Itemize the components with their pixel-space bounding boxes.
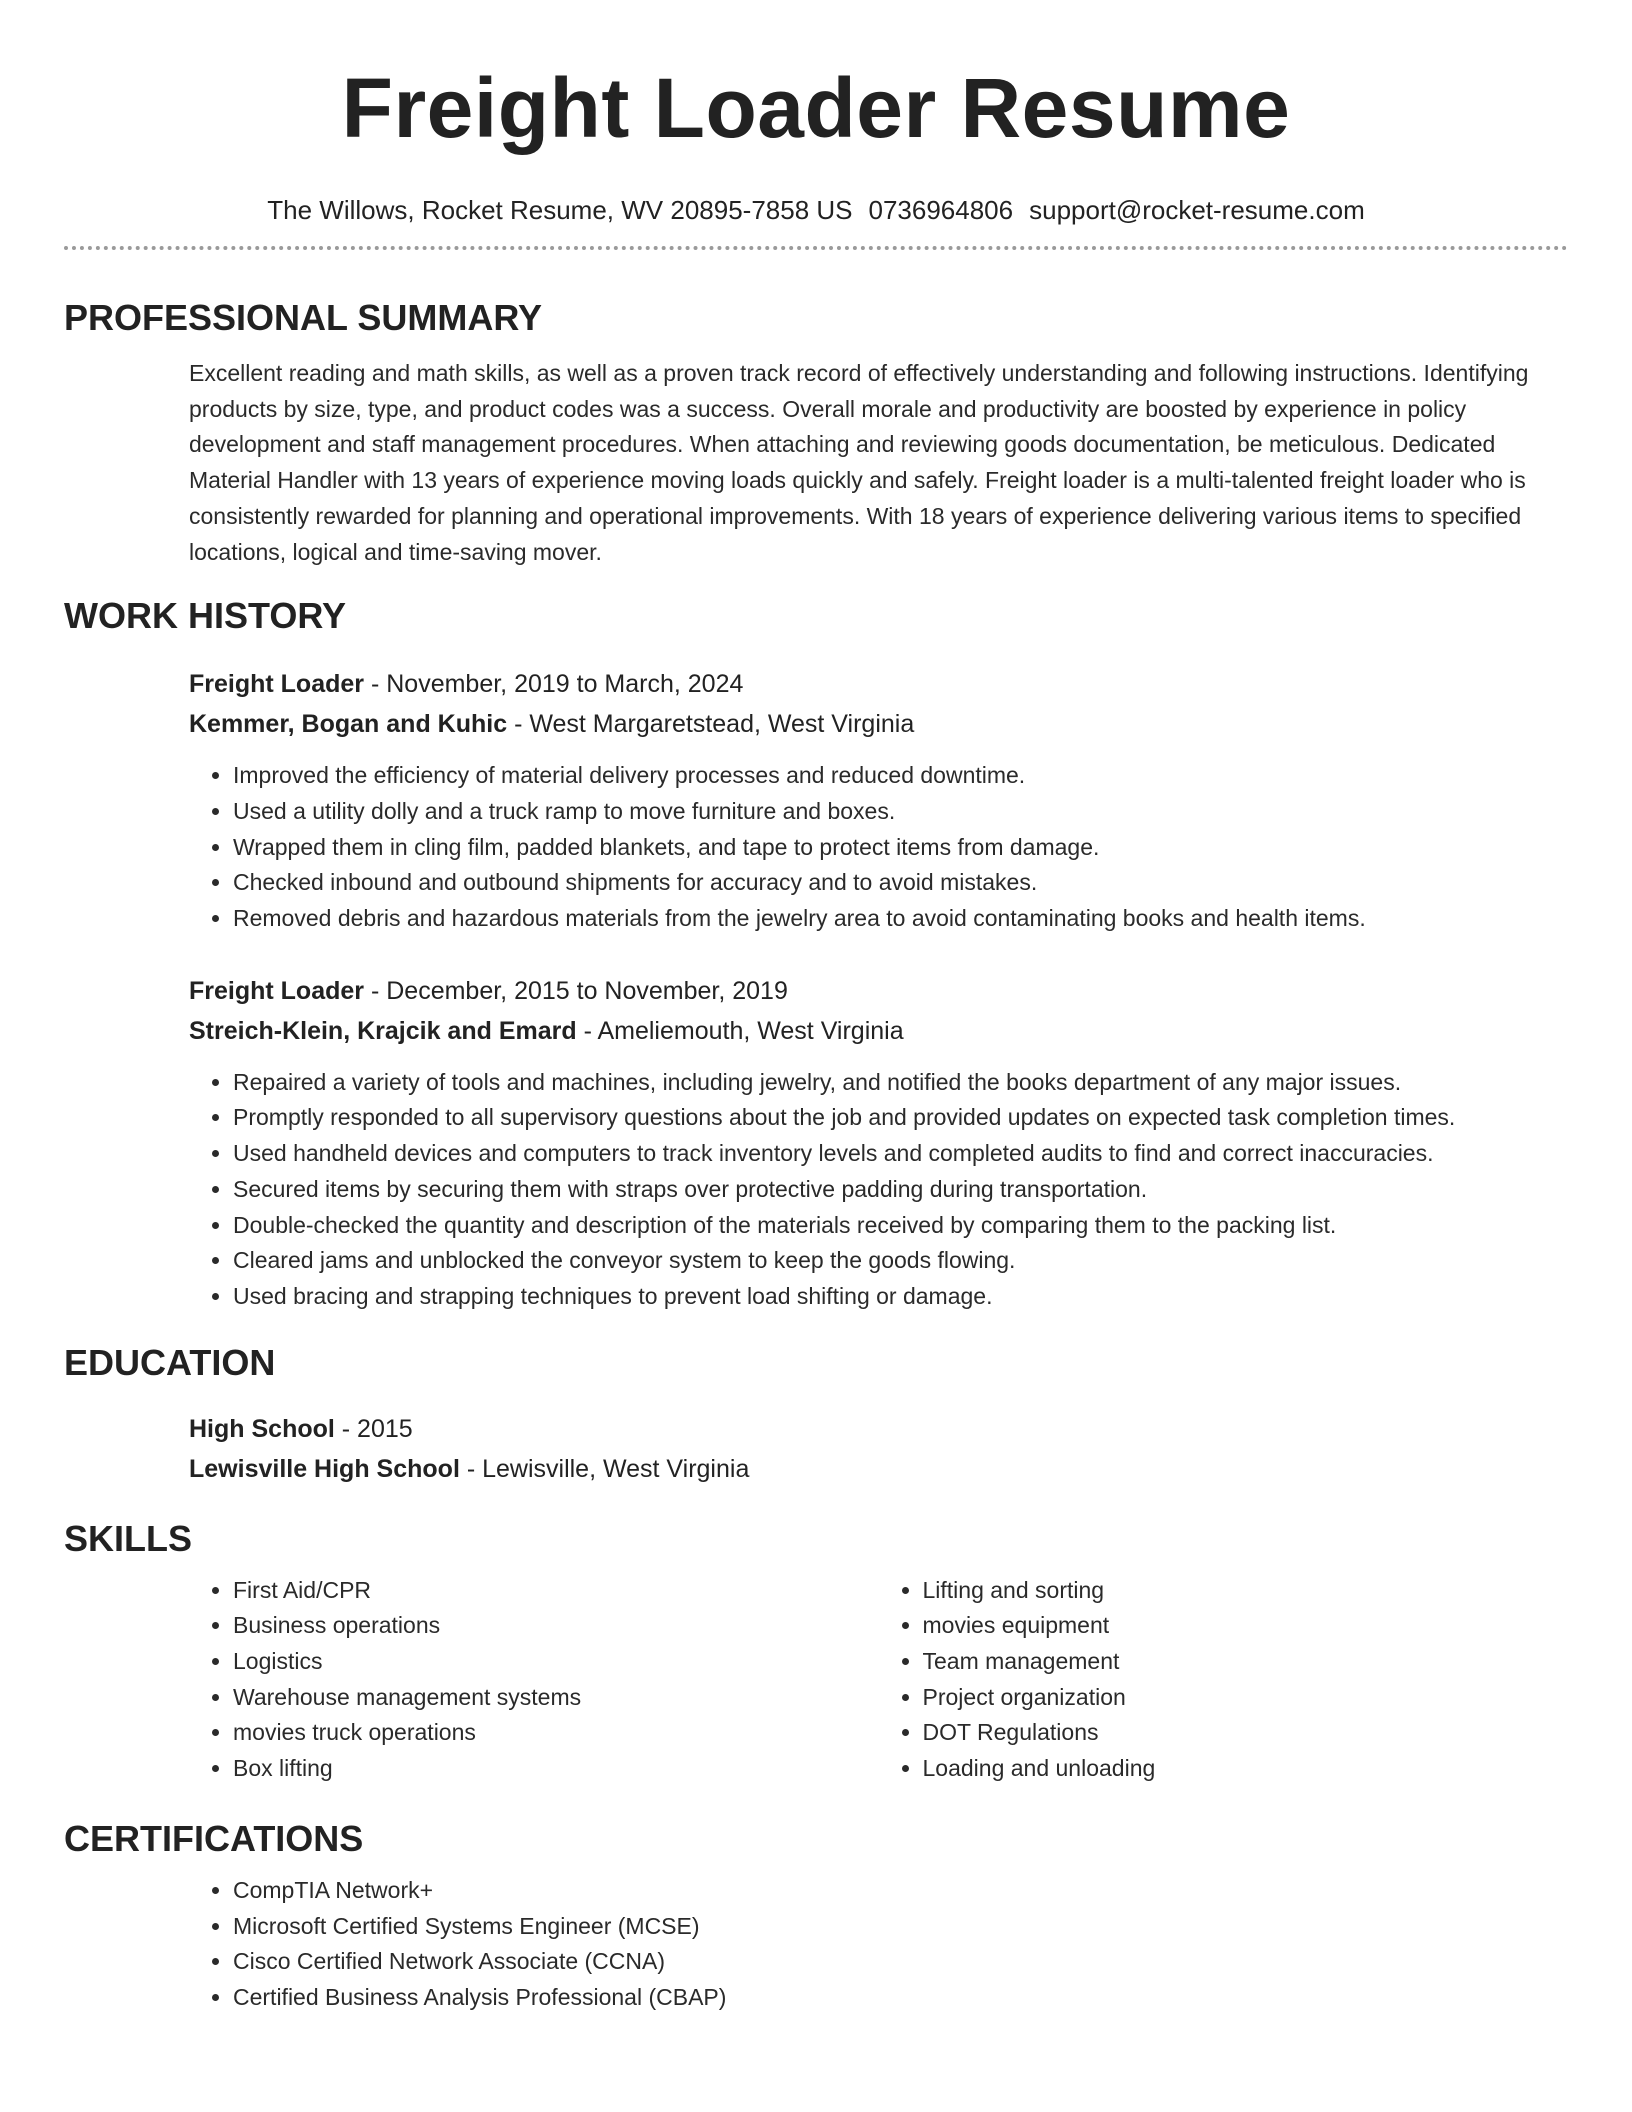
job-location: - West Margaretstead, West Virginia xyxy=(507,710,915,739)
work-history-section xyxy=(189,664,1568,1314)
certifications-section xyxy=(189,1873,1568,2016)
list-item: • Wrapped them in cling film, padded blankets, and tape to protect items from damage. xyxy=(233,830,1568,866)
list-item: • CompTIA Network+ xyxy=(233,1873,1568,1909)
job-company-line xyxy=(189,1011,1568,1051)
job-title-line xyxy=(189,971,1568,1011)
skills-section xyxy=(189,1573,1568,1787)
education-location: - Lewisville, West Virginia xyxy=(459,1454,750,1483)
education-school-line xyxy=(189,1449,1568,1489)
list-item: • Cisco Certified Network Associate (CCNA) xyxy=(233,1944,1568,1980)
education-year: - 2015 xyxy=(334,1414,413,1443)
contact-phone: 0736964806 xyxy=(868,195,1014,225)
education-school: Lewisville High School xyxy=(189,1454,460,1483)
summary-heading: PROFESSIONAL SUMMARY xyxy=(64,297,543,338)
list-item: • Improved the efficiency of material delivery processes and reduced downtime. xyxy=(233,758,1568,794)
education-degree-line xyxy=(189,1409,1568,1449)
certifications-list xyxy=(189,1873,1568,2016)
list-item: • movies equipment xyxy=(923,1608,1569,1644)
education-heading: EDUCATION xyxy=(64,1341,276,1383)
list-item: • DOT Regulations xyxy=(923,1715,1569,1751)
job-dates: - December, 2015 to November, 2019 xyxy=(364,976,788,1005)
job-entry xyxy=(189,971,1568,1315)
job-title-line xyxy=(189,664,1568,704)
list-item: • Loading and unloading xyxy=(923,1751,1569,1787)
certifications-heading: CERTIFICATIONS xyxy=(64,1817,364,1859)
skills-grid xyxy=(189,1573,1568,1787)
skills-list-left xyxy=(189,1573,879,1787)
list-item: • Used bracing and strapping techniques to prevent load shifting or damage. xyxy=(233,1279,1568,1315)
list-item: • Used handheld devices and computers to track inventory levels and completed audits to find and correct inaccuracies. xyxy=(233,1136,1568,1172)
summary-section xyxy=(189,356,1568,570)
job-dates: - November, 2019 to March, 2024 xyxy=(364,670,744,699)
list-item: • Used a utility dolly and a truck ramp to move furniture and boxes. xyxy=(233,794,1568,830)
work-history-heading: WORK HISTORY xyxy=(64,595,347,637)
skills-heading: SKILLS xyxy=(64,1517,193,1559)
list-item: • Promptly responded to all supervisory questions about the job and provided updates on expected task completion times. xyxy=(233,1100,1568,1136)
education-degree: High School xyxy=(189,1414,335,1443)
list-item: • Warehouse management systems xyxy=(233,1680,879,1716)
contact-line xyxy=(64,194,1568,226)
list-item: • Logistics xyxy=(233,1644,879,1680)
job-duties-list xyxy=(189,758,1568,937)
list-item: • Project organization xyxy=(923,1680,1569,1716)
resume-title: Freight Loader Resume xyxy=(341,61,1291,155)
summary-text: Excellent reading and math skills, as well as a proven track record of effectively understanding and following instructions. Identifying products by size, type, and product codes was a success. Overall morale and productivity are boosted by experience in policy development and staff management procedures. When attaching and reviewing goods documentation, be meticulous. Dedicated Material Handler with 13 years of experience moving loads quickly and safely. Freight loader is a multi-talented freight loader who is consistently rewarded for planning and operational improvements. With 18 years of experience delivering various items to specified locations, logical and time-saving mover. xyxy=(189,360,1529,565)
list-item: • Secured items by securing them with straps over protective padding during transportation. xyxy=(233,1172,1568,1208)
job-company: Streich-Klein, Krajcik and Emard xyxy=(189,1016,577,1045)
list-item: • Certified Business Analysis Professional (CBAP) xyxy=(233,1980,1568,2016)
list-item: • Repaired a variety of tools and machines, including jewelry, and notified the books department of any major issues. xyxy=(233,1065,1568,1101)
contact-email: support@rocket-resume.com xyxy=(1029,195,1365,225)
list-item: • Cleared jams and unblocked the conveyor system to keep the goods flowing. xyxy=(233,1243,1568,1279)
list-item: • Team management xyxy=(923,1644,1569,1680)
education-section xyxy=(189,1409,1568,1489)
list-item: • Removed debris and hazardous materials from the jewelry area to avoid contaminating books and health items. xyxy=(233,901,1568,937)
job-entry xyxy=(189,664,1568,937)
list-item: • Lifting and sorting xyxy=(923,1573,1569,1609)
list-item: • Checked inbound and outbound shipments for accuracy and to avoid mistakes. xyxy=(233,865,1568,901)
list-item: • Microsoft Certified Systems Engineer (MCSE) xyxy=(233,1909,1568,1945)
header-divider xyxy=(64,246,1568,250)
job-location: - Ameliemouth, West Virginia xyxy=(576,1016,904,1045)
list-item: • Double-checked the quantity and description of the materials received by comparing them to the packing list. xyxy=(233,1208,1568,1244)
skills-list-right xyxy=(879,1573,1569,1787)
list-item: • First Aid/CPR xyxy=(233,1573,879,1609)
job-company-line xyxy=(189,704,1568,744)
job-role: Freight Loader xyxy=(189,976,365,1005)
job-role: Freight Loader xyxy=(189,670,365,699)
list-item: • movies truck operations xyxy=(233,1715,879,1751)
list-item: • Box lifting xyxy=(233,1751,879,1787)
job-company: Kemmer, Bogan and Kuhic xyxy=(189,710,508,739)
job-duties-list xyxy=(189,1065,1568,1315)
contact-address: The Willows, Rocket Resume, WV 20895-7858 US xyxy=(267,195,853,225)
list-item: • Business operations xyxy=(233,1608,879,1644)
